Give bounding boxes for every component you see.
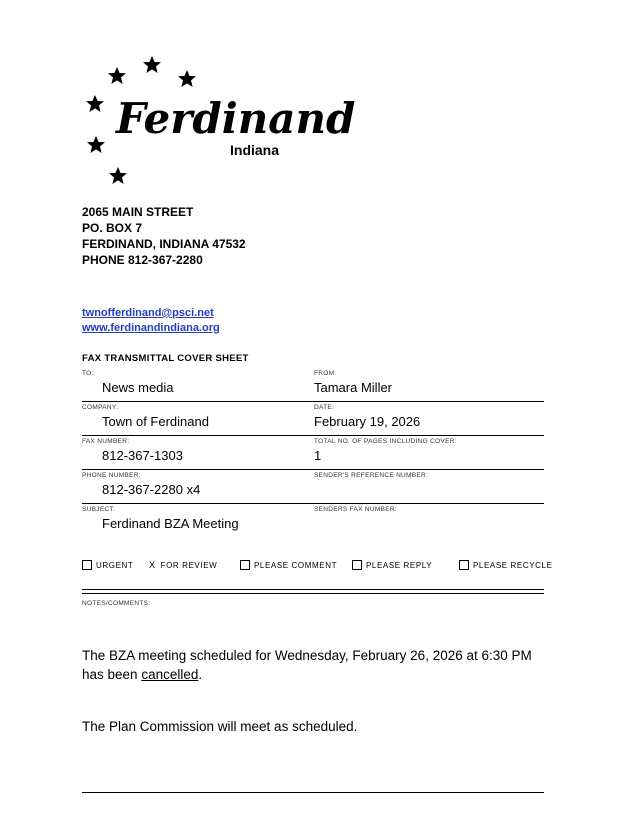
section-divider — [82, 589, 544, 594]
reply-label: PLEASE REPLY — [366, 560, 433, 570]
table-row — [82, 436, 544, 470]
fax-details-table — [82, 368, 544, 537]
from-value: Tamara Miller — [314, 380, 393, 395]
review-label: FOR REVIEW — [160, 560, 218, 570]
phone-number-label: PHONE NUMBER: — [82, 472, 141, 479]
address-block — [82, 204, 246, 268]
pages-value: 1 — [314, 448, 322, 463]
phone-number-value: 812-367-2280 x4 — [102, 482, 201, 497]
star-icon — [87, 136, 105, 153]
table-row — [82, 402, 544, 436]
phone-number: PHONE 812-367-2280 — [82, 253, 203, 267]
notes-message — [82, 646, 552, 684]
town-logo — [80, 50, 356, 200]
street-address: 2065 MAIN STREET — [82, 205, 194, 219]
company-label: COMPANY: — [82, 404, 119, 411]
star-icon — [86, 95, 104, 112]
reference-number-label: SENDER'S REFERENCE NUMBER: — [314, 472, 429, 479]
comment-option[interactable] — [240, 560, 337, 570]
logo-subtitle: Indiana — [230, 142, 280, 158]
review-option[interactable] — [149, 560, 217, 570]
urgent-label: URGENT — [96, 560, 134, 570]
from-label: FROM: — [314, 370, 337, 377]
comment-checkbox[interactable] — [240, 560, 250, 570]
reply-option[interactable] — [352, 560, 432, 570]
recycle-label: PLEASE RECYCLE — [473, 560, 553, 570]
contact-links — [82, 306, 220, 336]
recycle-checkbox[interactable] — [459, 560, 469, 570]
recycle-option[interactable] — [459, 560, 553, 570]
website-link[interactable]: www.ferdinandindiana.org — [82, 322, 220, 334]
subject-label: SUBJECT: — [82, 506, 116, 513]
sender-fax-label: SENDERS FAX NUMBER: — [314, 506, 397, 513]
review-checkmark[interactable]: X — [149, 560, 156, 570]
star-icon — [143, 56, 161, 73]
table-row — [82, 368, 544, 402]
star-icon — [108, 67, 126, 84]
star-icon — [109, 167, 127, 184]
po-box: PO. BOX 7 — [82, 221, 143, 235]
subject-value: Ferdinand BZA Meeting — [102, 516, 239, 531]
options-row — [82, 560, 553, 574]
logo-wordmark: Ferdinand — [116, 94, 356, 143]
reply-checkbox[interactable] — [352, 560, 362, 570]
fax-number-label: FAX NUMBER: — [82, 438, 130, 445]
comment-label: PLEASE COMMENT — [254, 560, 338, 570]
date-label: DATE: — [314, 404, 335, 411]
pages-label: TOTAL NO. OF PAGES INCLUDING COVER: — [314, 438, 457, 445]
urgent-option[interactable] — [82, 560, 133, 570]
urgent-checkbox[interactable] — [82, 560, 92, 570]
to-value: News media — [102, 380, 174, 395]
city-state-zip: FERDINAND, INDIANA 47532 — [82, 237, 246, 251]
table-row — [82, 504, 544, 537]
fax-cover-title: FAX TRANSMITTAL COVER SHEET — [82, 353, 249, 364]
fax-number-value: 812-367-1303 — [102, 448, 183, 463]
table-row — [82, 470, 544, 504]
notes-label: NOTES/COMMENTS: — [82, 600, 151, 607]
company-value: Town of Ferdinand — [102, 414, 209, 429]
notes-line — [82, 665, 552, 684]
cancelled-emphasis: cancelled — [141, 667, 199, 682]
notes-line: The Plan Commission will meet as scheduled. — [82, 719, 358, 734]
notes-line: The BZA meeting scheduled for Wednesday, February 26, 2026 at 6:30 PM — [82, 648, 532, 663]
date-value: February 19, 2026 — [314, 414, 421, 429]
star-icon — [178, 70, 196, 87]
footer-divider — [82, 792, 544, 793]
notes-text: has been — [82, 667, 142, 682]
to-label: TO: — [82, 370, 94, 377]
email-link[interactable]: twnofferdinand@psci.net — [82, 307, 214, 319]
notes-text: . — [198, 667, 203, 682]
